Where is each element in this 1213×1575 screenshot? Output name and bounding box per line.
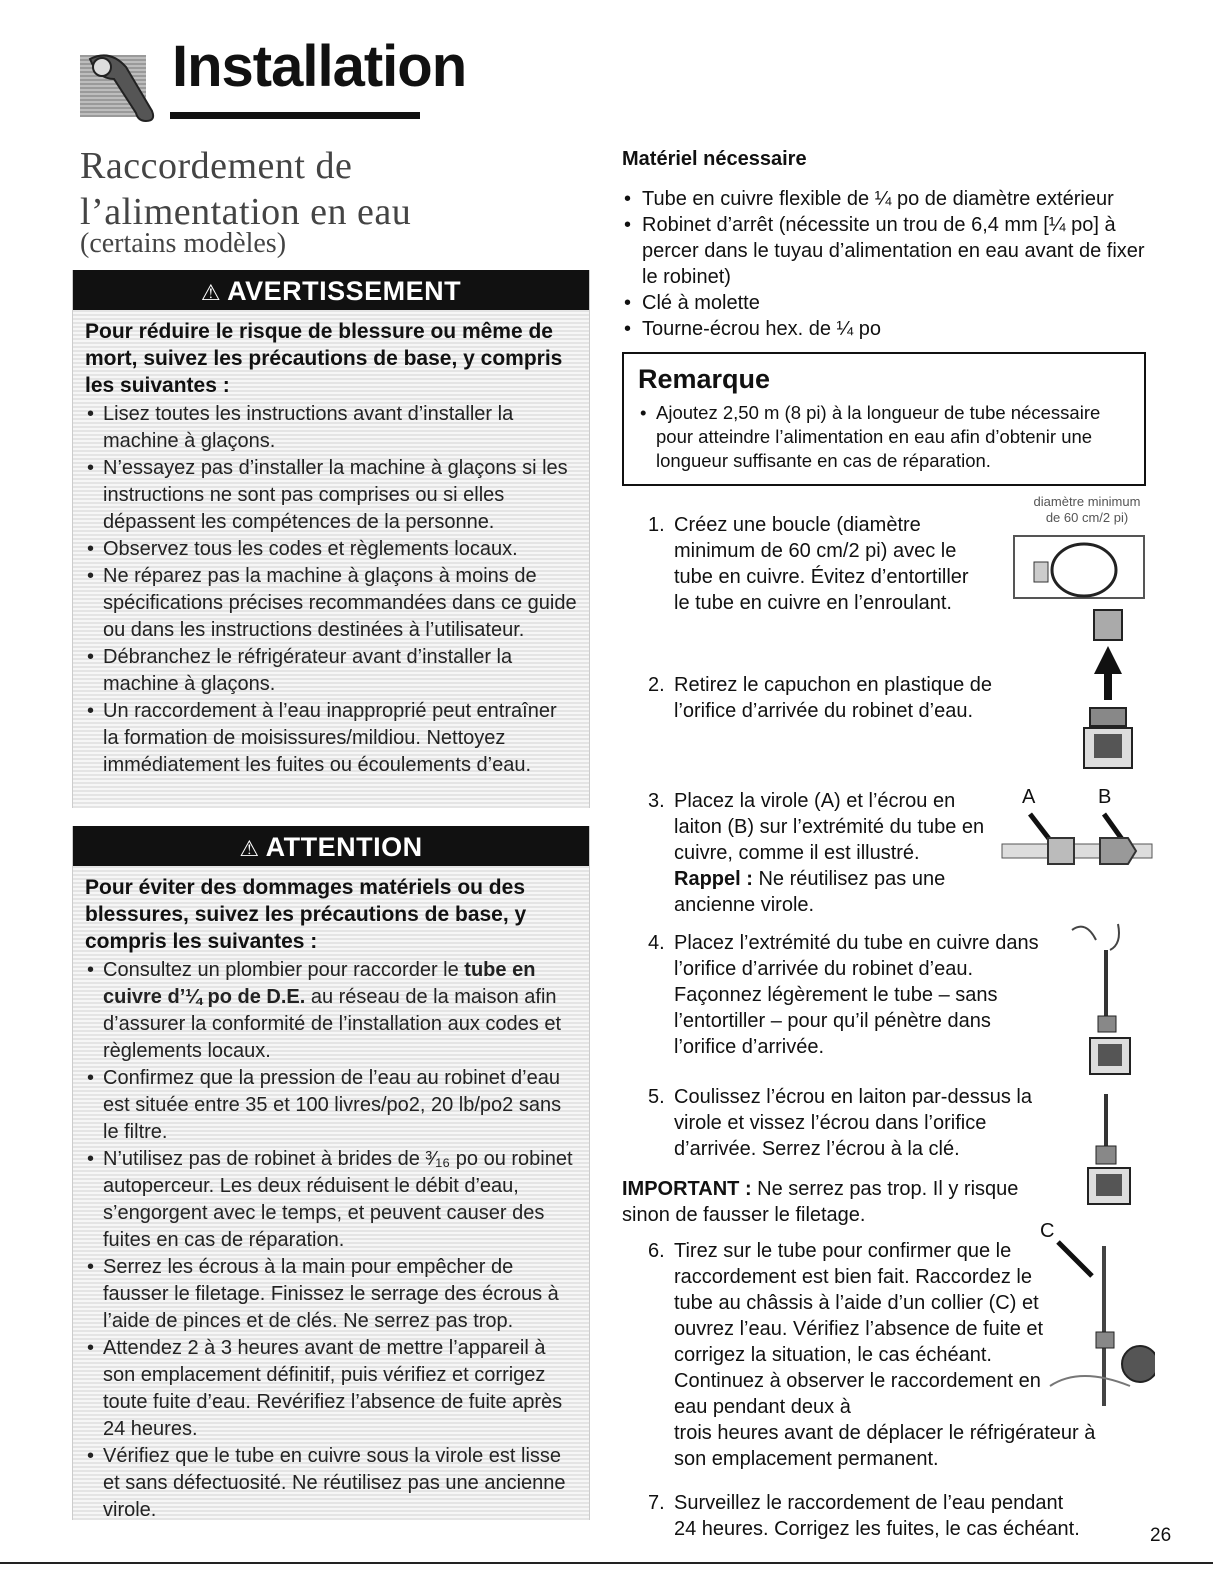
page-number: 26 xyxy=(1150,1525,1172,1546)
step-text: Retirez le capuchon en plastique de l’orifice d’arrivée du robinet d’eau. xyxy=(674,674,992,722)
step-number: 2. xyxy=(648,674,665,696)
list-item: • Clé à molette xyxy=(622,290,1162,316)
step-text: Créez une boucle (diamètre minimum de 60 cm/2 pi) avec le tube en cuivre. Évitez d’entortiller le tube en cuivre en l’enroulant. xyxy=(674,514,969,614)
step-number: 6. xyxy=(648,1240,665,1262)
wrench-icon xyxy=(80,45,162,125)
step-3 xyxy=(648,788,988,918)
valve-cap-figure xyxy=(1060,604,1155,774)
figure-caption xyxy=(1012,494,1162,526)
list-item: • Ne réparez pas la machine à glaçons à moins de spécifications précises recommandées dans ce guide ou dans les instructions destinées à l’utilisateur. xyxy=(85,563,577,644)
ferrule-nut-figure xyxy=(1000,808,1155,888)
step-text: Coulissez l’écrou en laiton par-dessus la virole et vissez l’écrou dans l’orifice d’arrivée. Serrez l’écrou à la clé. xyxy=(674,1086,1032,1160)
warning-triangle-icon: ⚠ xyxy=(200,280,222,305)
nut-tighten-figure xyxy=(1066,1090,1154,1210)
caution-list xyxy=(73,957,589,1524)
note-title: Remarque xyxy=(638,364,771,394)
step-number: 1. xyxy=(648,514,665,536)
list-item: • Observez tous les codes et règlements locaux. xyxy=(85,536,577,563)
list-item xyxy=(85,957,577,1065)
figure-caption-line2: de 60 cm/2 pi) xyxy=(1045,510,1129,525)
list-item: • Serrez les écrous à la main pour empêcher de fausser le filetage. Finissez le serrage des écrous à l’aide de pinces et de clés. Ne serrez pas trop. xyxy=(85,1254,577,1335)
section-title xyxy=(80,143,600,235)
recall-text: Ne réutilisez pas une ancienne virole. xyxy=(674,868,946,916)
step-number: 5. xyxy=(648,1086,665,1108)
list-item: • N’essayez pas d’installer la machine à glaçons si les instructions ne sont pas comprises ou si elles dépassent les compétences de la personne. xyxy=(85,455,577,536)
coil-figure xyxy=(1010,532,1150,604)
note-list xyxy=(624,401,1144,473)
tube-insert-figure xyxy=(1062,920,1154,1080)
step-text: Tirez sur le tube pour confirmer que le raccordement est bien fait. Raccordez le tube au châssis à l’aide d’un collier (C) et ouvrez l’eau. Vérifiez l’absence de fuite et corrigez la situation, le cas échéant. Continuez à observer le raccordement en eau pendant deux à xyxy=(674,1240,1044,1418)
step-number: 7. xyxy=(648,1492,665,1514)
note-box xyxy=(622,352,1146,486)
label-b: B xyxy=(1098,786,1112,808)
important-text: Ne serrez pas trop. Il y risque sinon de fausser le filetage. xyxy=(622,1178,1019,1226)
list-item: • Attendez 2 à 3 heures avant de mettre l’appareil à son emplacement définitif, puis vérifiez et corrigez toute fuite d’eau. Revérifiez l’absence de fuite après 24 heures. xyxy=(85,1335,577,1443)
list-item: • Tourne-écrou hex. de ¼ po xyxy=(622,316,1162,342)
warning-lead: Pour réduire le risque de blessure ou même de mort, suivez les précautions de base, y compris les suivantes : xyxy=(85,320,563,397)
step-number: 4. xyxy=(648,932,665,954)
step-text: Placez la virole (A) et l’écrou en laiton (B) sur l’extrémité du tube en cuivre, comme il est illustré. xyxy=(674,790,985,864)
list-item: • Robinet d’arrêt (nécessite un trou de 6,4 mm [¼ po] à percer dans le tuyau d’alimentation en eau avant de fixer le robinet) xyxy=(622,212,1162,290)
step-2 xyxy=(648,672,1018,724)
figure-caption-line1: diamètre minimum xyxy=(1033,494,1141,509)
list-item: • Débranchez le réfrigérateur avant d’installer la machine à glaçons. xyxy=(85,644,577,698)
caution-item1-text: Consultez un plombier pour raccorder le xyxy=(103,959,465,981)
caution-triangle-icon: ⚠ xyxy=(239,836,260,861)
section-title-line2: l’alimentation en eau xyxy=(80,191,412,233)
list-item: • Un raccordement à l’eau inapproprié peut entraîner la formation de moisissures/mildiou. Nettoyez immédiatement les fuites ou écoulements d’eau. xyxy=(85,698,577,779)
page-header-title: Installation xyxy=(172,34,467,99)
step-6 xyxy=(648,1238,1048,1420)
list-item: • N’utilisez pas de robinet à brides de ³⁄₁₆ po ou robinet autoperceur. Les deux réduisent le débit d’eau, s’engorgent avec le temps, et peuvent causer des fuites en cas de réparation. xyxy=(85,1146,577,1254)
step-number: 3. xyxy=(648,790,665,812)
step-6-continued xyxy=(674,1420,1114,1472)
warning-banner xyxy=(73,270,589,310)
warning-box xyxy=(72,270,590,808)
important-label: IMPORTANT : xyxy=(622,1178,752,1200)
step-5 xyxy=(648,1084,1058,1162)
header-underline xyxy=(170,112,420,119)
step-text: Placez l’extrémité du tube en cuivre dans l’orifice d’arrivée du robinet d’eau. Façonnez légèrement le tube – sans l’entortiller – pour qu’il pénètre dans l’orifice d’arrivée. xyxy=(674,932,1039,1058)
caution-box xyxy=(72,826,590,1520)
recall-label: Rappel : xyxy=(674,868,753,890)
caution-item1-bold: tube en cuivre d’¼ po de D.E. xyxy=(103,959,536,1008)
step-4 xyxy=(648,930,1058,1060)
caution-banner xyxy=(73,826,589,866)
section-title-line1: Raccordement de xyxy=(80,145,353,187)
materials-heading: Matériel nécessaire xyxy=(622,148,807,170)
caution-item1-text-end: au réseau de la maison afin d’assurer la conformité de l’installation aux codes et règlements locaux. xyxy=(103,986,562,1062)
step-1 xyxy=(648,512,988,616)
list-item: • Tube en cuivre flexible de ¼ po de diamètre extérieur xyxy=(622,186,1162,212)
section-subtitle: (certains modèles) xyxy=(80,228,287,259)
important-note xyxy=(622,1176,1062,1228)
page-bottom-rule xyxy=(0,1562,1213,1564)
clamp-figure xyxy=(1040,1236,1155,1416)
list-item: • Confirmez que la pression de l’eau au robinet d’eau est située entre 35 et 100 livres/po2, 20 lb/po2 sans le filtre. xyxy=(85,1065,577,1146)
list-item: • Ajoutez 2,50 m (8 pi) à la longueur de tube nécessaire pour atteindre l’alimentation en eau afin d’obtenir une longueur suffisante en cas de réparation. xyxy=(638,401,1134,473)
caution-banner-text: ATTENTION xyxy=(265,832,423,862)
step-7 xyxy=(648,1490,1088,1542)
step-text-block xyxy=(674,788,988,918)
step-text: Surveillez le raccordement de l’eau pendant 24 heures. Corrigez les fuites, le cas échéant. xyxy=(674,1492,1080,1540)
label-c: C xyxy=(1040,1220,1055,1242)
label-a: A xyxy=(1022,786,1036,808)
caution-lead: Pour éviter des dommages matériels ou des blessures, suivez les précautions de base, y compris les suivantes : xyxy=(85,876,527,953)
warning-list xyxy=(73,401,589,779)
warning-banner-text: AVERTISSEMENT xyxy=(227,276,462,306)
list-item: • Lisez toutes les instructions avant d’installer la machine à glaçons. xyxy=(85,401,577,455)
step-text: trois heures avant de déplacer le réfrigérateur à son emplacement permanent. xyxy=(674,1422,1096,1470)
list-item: • Vérifiez que le tube en cuivre sous la virole est lisse et sans défectuosité. Ne réutilisez pas une ancienne virole. xyxy=(85,1443,577,1524)
materials-list xyxy=(622,186,1162,342)
